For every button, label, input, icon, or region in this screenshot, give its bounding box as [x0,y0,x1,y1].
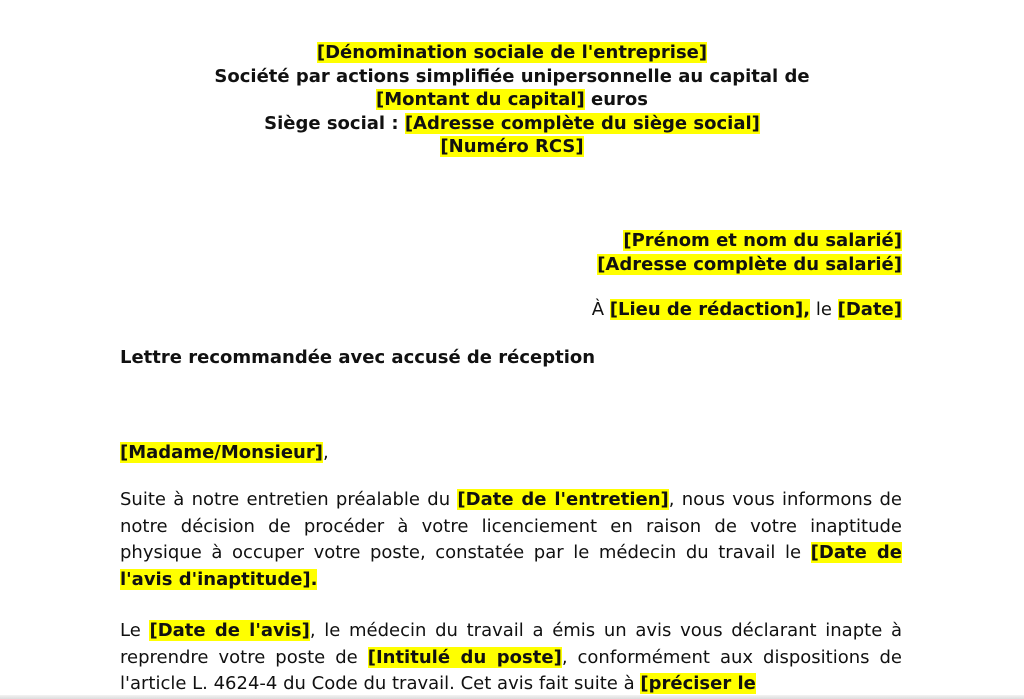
p1-text-2: , nous vous informons de notre décision de procéder à votre licenciement en raison de votre inaptitude physique à occuper votre poste, constatée par le médecin du travail le [120,489,902,563]
capital-line [0,88,1024,112]
page-bottom-edge [0,695,1024,699]
interview-date-field: [Date de l'entretien] [457,489,669,510]
delivery-mode: Lettre recommandée avec accusé de réception [120,347,596,368]
paragraph-1 [120,487,902,593]
seat-address-field: [Adresse complète du siège social] [404,112,760,134]
rcs-line [0,135,1024,159]
capital-amount-field: [Montant du capital] [375,89,585,110]
p2-text-2: , le médecin du travail a émis un avis vous déclarant inapte à reprendre votre poste de [120,620,902,668]
company-name-field: [Dénomination sociale de l'entreprise] [316,42,708,63]
dateline-prefix: À [591,299,605,320]
company-header [0,41,1024,159]
p1-text-1: Suite à notre entretien préalable du [120,489,451,510]
company-name-line [0,41,1024,65]
dateline-le: le [815,299,832,320]
paragraph-2 [120,618,902,698]
seat-label: Siège social : [264,112,399,134]
salutation-punct: , [322,442,329,463]
p2-text-1: Le [120,620,141,641]
salutation-field: [Madame/Monsieur] [120,442,323,463]
capital-unit: euros [591,89,648,110]
date-field: [Date] [837,299,902,320]
job-title-field: [Intitulé du poste] [367,646,562,668]
opinion-date-field: [Date de l'avis] [149,620,310,641]
company-form-line: Société par actions simplifiée unipersonnelle au capital de [214,65,810,87]
inaptitude-date-field: [Date de l'avis d'inaptitude]. [120,542,902,590]
recipient-block [0,229,902,276]
rcs-number-field: [Numéro RCS] [440,136,584,157]
place-field: [Lieu de rédaction], [609,299,811,320]
p2-text-3: , conformément aux dispositions de l'article L. 4624-4 du Code du travail. Cet avis fait suite à [120,646,902,694]
recipient-name-field: [Prénom et nom du salarié] [623,230,902,251]
recipient-address-field: [Adresse complète du salarié] [597,253,902,275]
place-date-line [0,298,902,322]
seat-line [0,112,1024,136]
specify-field: [préciser le [640,673,756,694]
salutation-line [120,441,329,465]
